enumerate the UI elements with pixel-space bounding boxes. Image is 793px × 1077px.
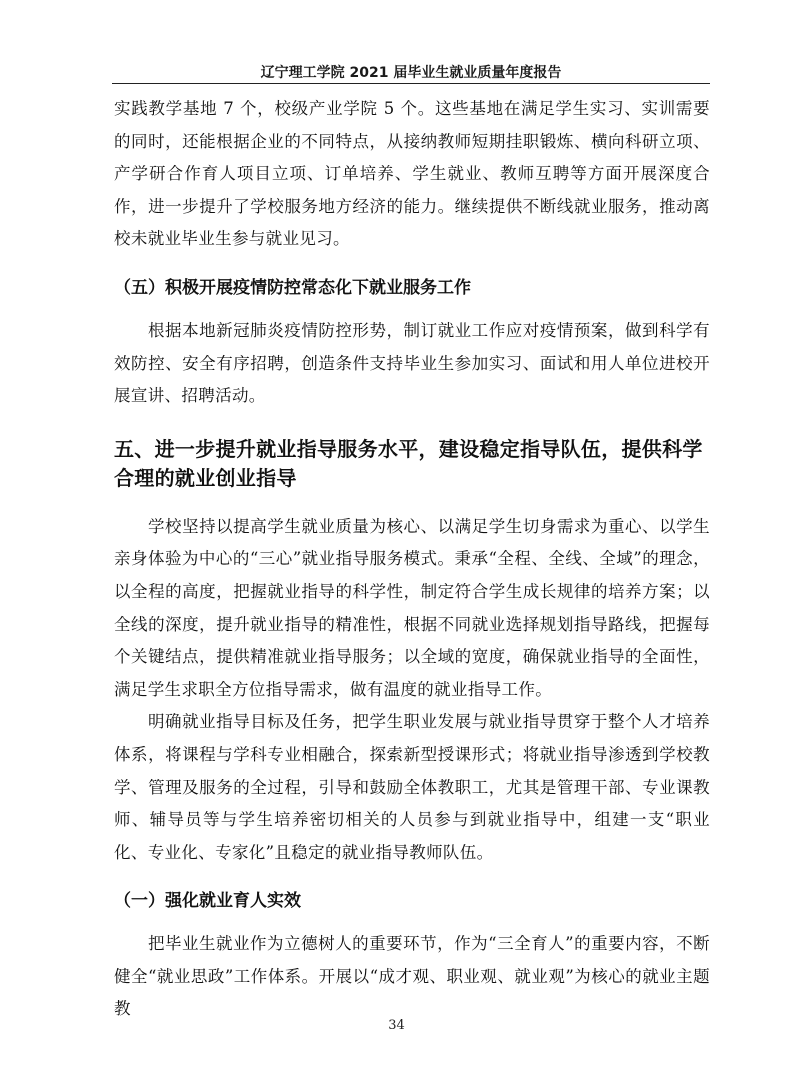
heading-epidemic-employment-service: （五）积极开展疫情防控常态化下就业服务工作: [114, 277, 471, 298]
page-header-title: 辽宁理工学院 2021 届毕业生就业质量年度报告: [260, 65, 562, 81]
paragraph-epidemic-plan: 根据本地新冠肺炎疫情防控形势，制订就业工作应对疫情预案，做到科学有效防控、安全有序招聘，创造条件支持毕业生参加实习、面试和用人单位进校开展宣讲、招聘活动。: [114, 320, 710, 406]
paragraph-three-hearts-model: 学校坚持以提高学生就业质量为核心、以满足学生切身需求为重心、以学生亲身体验为中心的“三心”就业指导服务模式。秉承“全程、全线、全域”的理念，以全程的高度，把握就业指导的科学性，制定符合学生成长规律的培养方案；以全线的深度，提升就业指导的精准性，根据不同就业选择规划指导路线，把握每个关键结点，提供精准就业指导服务；以全域的宽度，确保就业指导的全面性，满足学生求职全方位指导需求，做有温度的就业指导工作。: [114, 516, 710, 699]
page-number: 34: [388, 1018, 405, 1033]
section-heading-employment-guidance: 五、进一步提升就业指导服务水平，建设稳定指导队伍，提供科学合理的就业创业指导: [114, 436, 703, 490]
paragraph-moral-education: 把毕业生就业作为立德树人的重要环节，作为“三全育人”的重要内容，不断健全“就业思政”工作体系。开展以“成才观、职业观、就业观”为核心的就业主题教: [114, 934, 710, 1019]
document-body: [114, 93, 710, 1026]
heading-strengthen-education: （一）强化就业育人实效: [114, 891, 301, 912]
paragraph-guidance-goals: 明确就业指导目标及任务，把学生职业发展与就业指导贯穿于整个人才培养体系，将课程与学科专业相融合，探索新型授课形式；将就业指导渗透到学校教学、管理及服务的全过程，引导和鼓励全体教职工，尤其是管理干部、专业课教师、辅导员等与学生培养密切相关的人员参与到就业指导中，组建一支“职业化、专业化、专家化”且稳定的就业指导教师队伍。: [114, 712, 710, 862]
paragraph-practice-bases: 实践教学基地 7 个，校级产业学院 5 个。这些基地在满足学生实习、实训需要的同时，还能根据企业的不同特点，从接纳教师短期挂职锻炼、横向科研立项、产学研合作育人项目立项、订单培养、学生就业、教师互聘等方面开展深度合作，进一步提升了学校服务地方经济的能力。继续提供不断线就业服务，推动离校未就业毕业生参与就业见习。: [114, 99, 710, 249]
header-divider: [112, 83, 710, 84]
